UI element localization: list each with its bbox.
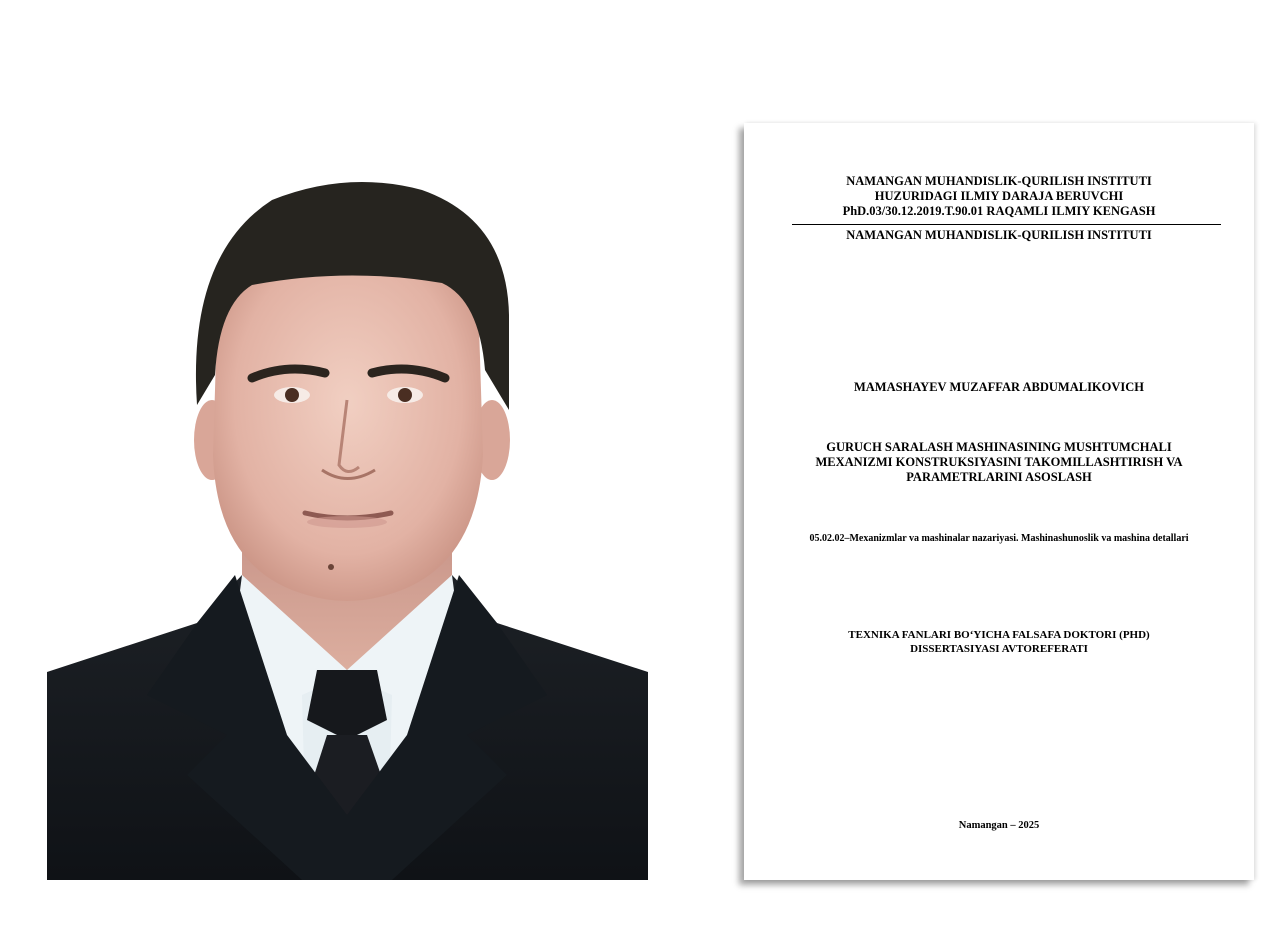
degree-label <box>744 628 1254 656</box>
degree-line: TEXNIKA FANLARI BO‘YICHA FALSAFA DOKTORI (PHD) <box>848 629 1150 641</box>
dissertation-cover-page <box>744 123 1254 880</box>
author-name: MAMASHAYEV MUZAFFAR ABDUMALIKOVICH <box>853 380 1145 394</box>
place-and-year: Namangan – 2025 <box>958 820 1040 831</box>
header-line: HUZURIDAGI ILMIY DARAJA BERUVCHI <box>874 189 1124 203</box>
dissertation-title <box>744 440 1254 485</box>
face <box>213 240 483 601</box>
title-line: GURUCH SARALASH MASHINASINING MUSHTUMCHALI <box>826 440 1172 454</box>
specialty-code: 05.02.02–Mexanizmlar va mashinalar nazariyasi. Mashinashunoslik va mashina detallari <box>809 533 1189 544</box>
degree-line: DISSERTASIYASI AVTOREFERATI <box>910 643 1088 655</box>
header-divider <box>792 224 1221 225</box>
title-line: MEXANIZMI KONSTRUKSIYASINI TAKOMILLASHTIRISH VA <box>815 455 1183 469</box>
portrait-illustration <box>47 175 648 880</box>
header-line: NAMANGAN MUHANDISLIK-QURILISH INSTITUTI <box>846 174 1152 188</box>
chin-mole <box>328 564 334 570</box>
header-line: PhD.03/30.12.2019.T.90.01 RAQAMLI ILMIY KENGASH <box>842 204 1156 218</box>
lower-lip <box>307 516 387 528</box>
council-header <box>744 174 1254 219</box>
author-portrait-photo <box>47 175 648 880</box>
left-iris <box>285 388 299 402</box>
title-line: PARAMETRLARINI ASOSLASH <box>906 470 1092 484</box>
right-iris <box>398 388 412 402</box>
institute-name: NAMANGAN MUHANDISLIK-QURILISH INSTITUTI <box>846 228 1152 242</box>
